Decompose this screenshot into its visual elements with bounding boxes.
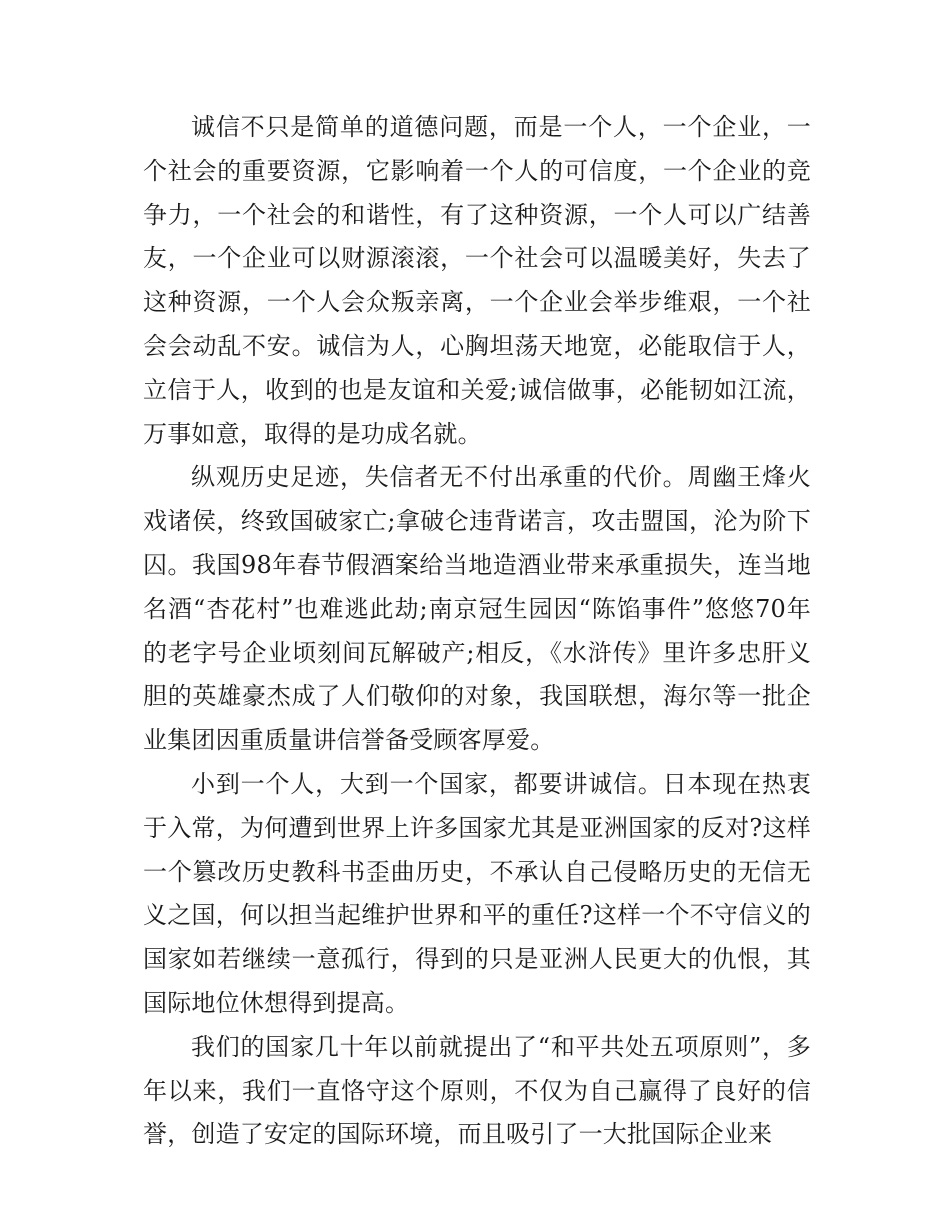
document-body (143, 106, 811, 1157)
paragraph-history-examples: 纵观历史足迹，失信者无不付出承重的代价。周幽王烽火戏诸侯，终致国破家亡;拿破仑违背诺言，攻击盟国，沦为阶下囚。我国98年春节假酒案给当地造酒业带来承重损失，连当地名酒“杏花村”也难逃此劫;南京冠生园因“陈馅事件”悠悠70年的老字号企业顷刻间瓦解破产;相反，《水浒传》里许多忠肝义胆的英雄豪杰成了人们敬仰的对象，我国联想，海尔等一批企业集团因重质量讲信誉备受顾客厚爱。 (143, 463, 811, 755)
paragraph-integrity-resource: 诚信不只是简单的道德问题，而是一个人，一个企业，一个社会的重要资源，它影响着一个人的可信度，一个企业的竞争力，一个社会的和谐性，有了这种资源，一个人可以广结善友，一个企业可以财源滚滚，一个社会可以温暖美好，失去了这种资源，一个人会众叛亲离，一个企业会举步维艰，一个社会会动乱不安。诚信为人，心胸坦荡天地宽，必能取信于人，立信于人，收到的也是友谊和关爱;诚信做事，必能韧如江流，万事如意，取得的是功成名就。 (143, 113, 811, 448)
paragraph-peaceful-coexistence: 我们的国家几十年以前就提出了“和平共处五项原则”，多年以来，我们一直恪守这个原则，不仅为自己赢得了良好的信誉，创造了安定的国际环境，而且吸引了一大批国际企业来 (143, 1032, 811, 1149)
paragraph-nation-integrity: 小到一个人，大到一个国家，都要讲诚信。日本现在热衷于入常，为何遭到世界上许多国家尤其是亚洲国家的反对?这样一个篡改历史教科书歪曲历史，不承认自己侵略历史的无信无义之国，何以担当起维护世界和平的重任?这样一个不守信义的国家如若继续一意孤行，得到的只是亚洲人民更大的仇恨，其国际地位休想得到提高。 (143, 769, 811, 1017)
